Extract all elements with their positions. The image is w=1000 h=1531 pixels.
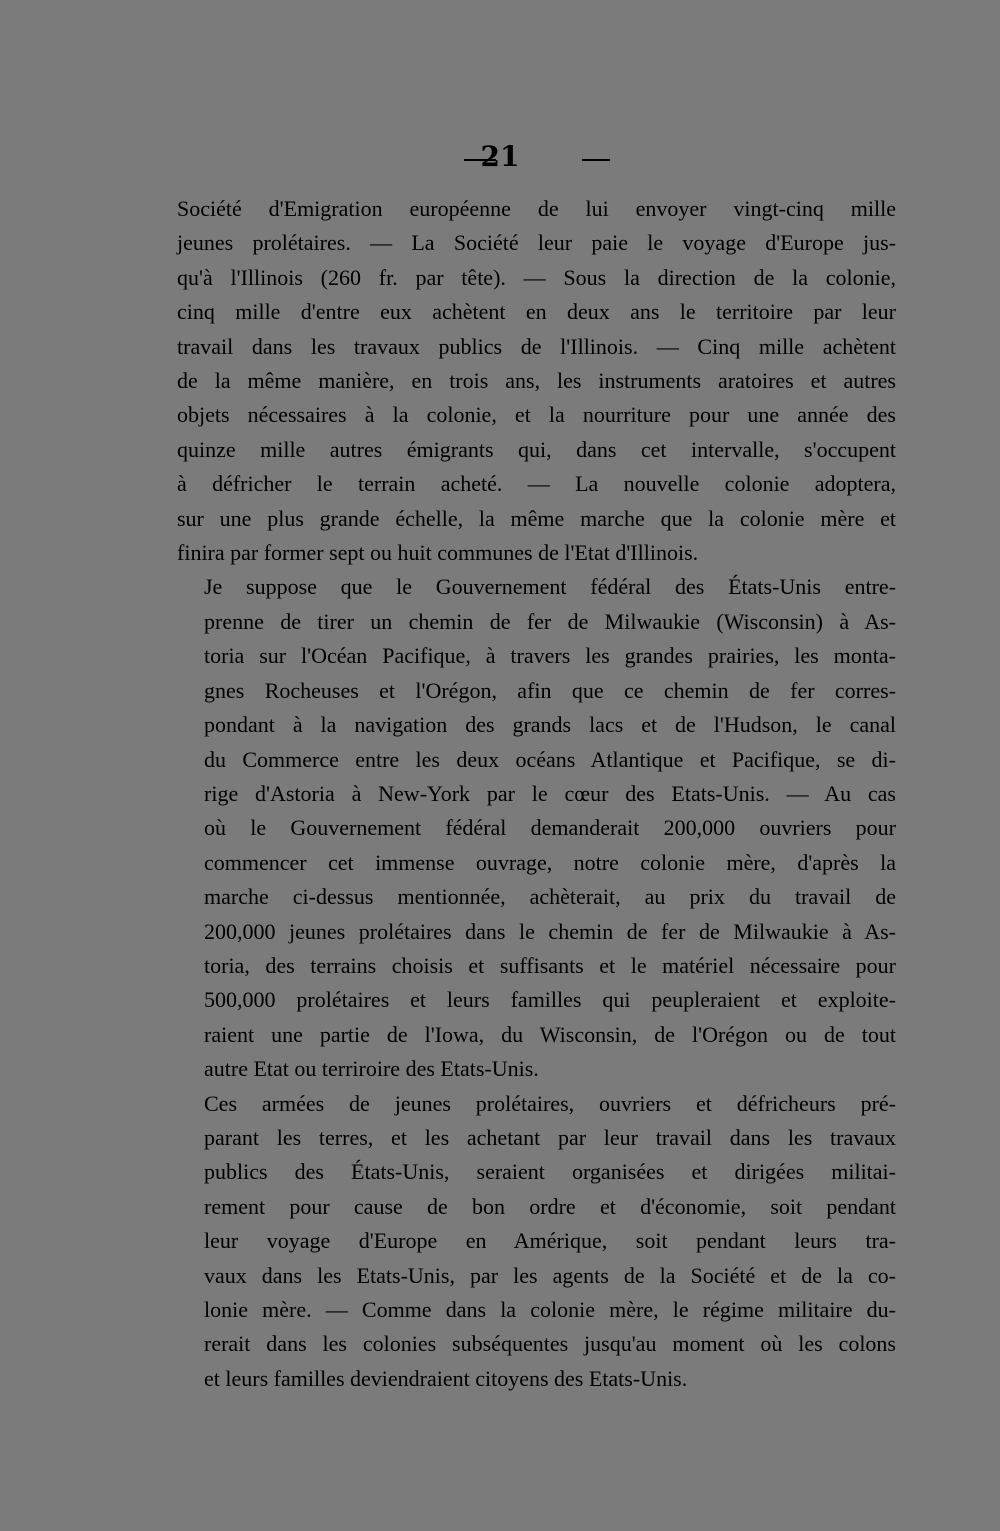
text-line: objets nécessaires à la colonie, et la nourriture pour une année des [177,402,896,428]
text-line: et leurs familles deviendraient citoyens des Etats-Unis. [204,1365,688,1391]
text-line: lonie mère. — Comme dans la colonie mère, le régime militaire du- [204,1297,896,1322]
text-line: à défricher le terrain acheté. — La nouvelle colonie adoptera, [177,471,896,497]
text-line: rerait dans les colonies subséquentes jusqu'au moment où les colons [204,1331,896,1357]
text-line: parant les terres, et les achetant par leur travail dans les travaux [204,1124,896,1150]
text-line: sur une plus grande échelle, la même marche que la colonie mère et [177,505,896,531]
text-line: pondant à la navigation des grands lacs et de l'Hudson, le canal [204,712,896,738]
text-line: commencer cet immense ouvrage, notre colonie mère, d'après la [204,849,896,875]
text-line: prenne de tirer un chemin de fer de Milwaukie (Wisconsin) à As- [204,608,896,634]
text-line: Ces armées de jeunes prolétaires, ouvriers et défricheurs pré- [204,1090,896,1116]
text-line: gnes Rocheuses et l'Orégon, afin que ce chemin de fer corres- [204,677,896,703]
text-line: toria sur l'Océan Pacifique, à travers les grandes prairies, les monta- [204,643,896,669]
text-line: quinze mille autres émigrants qui, dans cet intervalle, s'occupent [177,436,896,462]
body-text [177,192,896,1396]
text-line: 200,000 jeunes prolétaires dans le chemin de fer de Milwaukie à As- [204,918,896,944]
text-line: du Commerce entre les deux océans Atlantique et Pacifique, se di- [204,746,896,772]
text-line: jeunes prolétaires. — La Société leur paie le voyage d'Europe jus- [177,230,896,256]
paragraph-3 [177,1087,896,1397]
text-line: de la même manière, en trois ans, les instruments aratoires et autres [177,368,896,394]
paragraph-2 [177,570,896,1086]
page-number: 21 [480,140,520,173]
text-line: publics des États-Unis, seraient organisées et dirigées militai- [204,1159,896,1185]
text-line: marche ci-dessus mentionnée, achèterait, au prix du travail de [204,884,896,910]
text-line: toria, des terrains choisis et suffisants et le matériel nécessaire pour [204,952,896,978]
paragraph-1 [177,192,896,570]
text-line: 500,000 prolétaires et leurs familles qui peupleraient et exploite- [204,987,896,1013]
text-line: où le Gouvernement fédéral demanderait 200,000 ouvriers pour [204,815,896,841]
text-line: autre Etat ou terriroire des Etats-Unis. [204,1056,539,1082]
text-line: cinq mille d'entre eux achètent en deux ans le territoire par leur [177,299,896,325]
text-line: finira par former sept ou huit communes de l'Etat d'Illinois. [177,540,699,566]
text-line: rement pour cause de bon ordre et d'économie, soit pendant [204,1193,896,1219]
text-line: Société d'Emigration européenne de lui envoyer vingt-cinq mille [177,196,896,221]
text-line: vaux dans les Etats-Unis, par les agents de la Société et de la co- [204,1262,896,1288]
text-line: Je suppose que le Gouvernement fédéral des États-Unis entre- [204,574,896,600]
text-line: leur voyage d'Europe en Amérique, soit pendant leurs tra- [204,1228,896,1254]
text-line: travail dans les travaux publics de l'Illinois. — Cinq mille achètent [177,333,896,359]
text-line: raient une partie de l'Iowa, du Wisconsin, de l'Orégon ou de tout [204,1021,896,1047]
text-line: rige d'Astoria à New-York par le cœur des Etats-Unis. — Au cas [204,780,896,806]
text-line: qu'à l'Illinois (260 fr. par tête). — Sous la direction de la colonie, [177,264,896,290]
header-right-dash [582,159,610,161]
page-header [0,140,1000,180]
